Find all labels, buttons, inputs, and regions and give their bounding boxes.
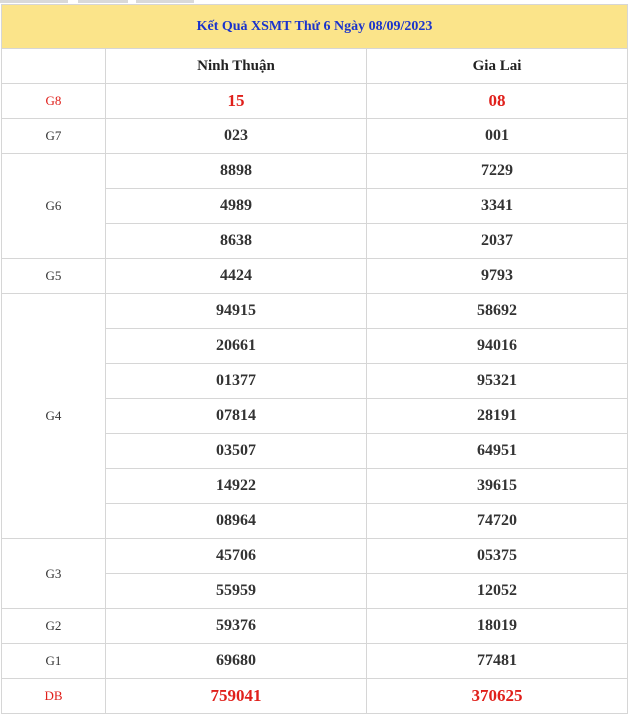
prize-number: 45706 [106,539,367,574]
prize-number: 9793 [367,259,628,294]
prize-number: 20661 [106,329,367,364]
prize-label: DB [2,679,106,714]
prize-row-g1 [2,644,628,679]
province-header: Gia Lai [367,49,628,84]
prize-label: G7 [2,119,106,154]
prize-number: 4424 [106,259,367,294]
prize-number: 07814 [106,399,367,434]
prize-number: 05375 [367,539,628,574]
prize-number: 69680 [106,644,367,679]
prize-label: G5 [2,259,106,294]
prize-label: G2 [2,609,106,644]
prize-number: 28191 [367,399,628,434]
results-body [2,5,628,714]
prize-row-g8 [2,84,628,119]
prize-row-g4 [2,294,628,329]
tab-stub[interactable] [136,0,194,3]
prize-number: 77481 [367,644,628,679]
prize-number: 759041 [106,679,367,714]
prize-number: 370625 [367,679,628,714]
prize-number: 4989 [106,189,367,224]
prize-row-g2 [2,609,628,644]
prize-row-g6 [2,154,628,189]
prize-number: 74720 [367,504,628,539]
prize-row-db [2,679,628,714]
prize-number: 08 [367,84,628,119]
prize-label: G6 [2,154,106,259]
prize-number: 01377 [106,364,367,399]
prize-label: G1 [2,644,106,679]
prize-label: G3 [2,539,106,609]
prize-number: 18019 [367,609,628,644]
prize-column-header [2,49,106,84]
prize-number: 12052 [367,574,628,609]
prize-row-g3 [2,539,628,574]
prize-number: 58692 [367,294,628,329]
prize-number: 94016 [367,329,628,364]
prize-number: 08964 [106,504,367,539]
province-header: Ninh Thuận [106,49,367,84]
prize-number: 8898 [106,154,367,189]
lottery-results-table [1,4,628,714]
prize-number: 55959 [106,574,367,609]
prize-number: 64951 [367,434,628,469]
prize-label: G4 [2,294,106,539]
prize-number: 8638 [106,224,367,259]
prize-number: 15 [106,84,367,119]
prize-number: 023 [106,119,367,154]
prize-number: 39615 [367,469,628,504]
prize-number: 03507 [106,434,367,469]
prize-number: 94915 [106,294,367,329]
prize-number: 001 [367,119,628,154]
prize-number: 2037 [367,224,628,259]
prize-row-g5 [2,259,628,294]
tab-stub[interactable] [0,0,68,3]
prize-number: 59376 [106,609,367,644]
prize-label: G8 [2,84,106,119]
prize-row-g7 [2,119,628,154]
results-title: Kết Quả XSMT Thứ 6 Ngày 08/09/2023 [2,5,628,49]
tab-stub[interactable] [78,0,128,3]
prize-number: 95321 [367,364,628,399]
prize-number: 7229 [367,154,628,189]
prize-number: 3341 [367,189,628,224]
prize-number: 14922 [106,469,367,504]
province-header-row [2,49,628,84]
title-row [2,5,628,49]
